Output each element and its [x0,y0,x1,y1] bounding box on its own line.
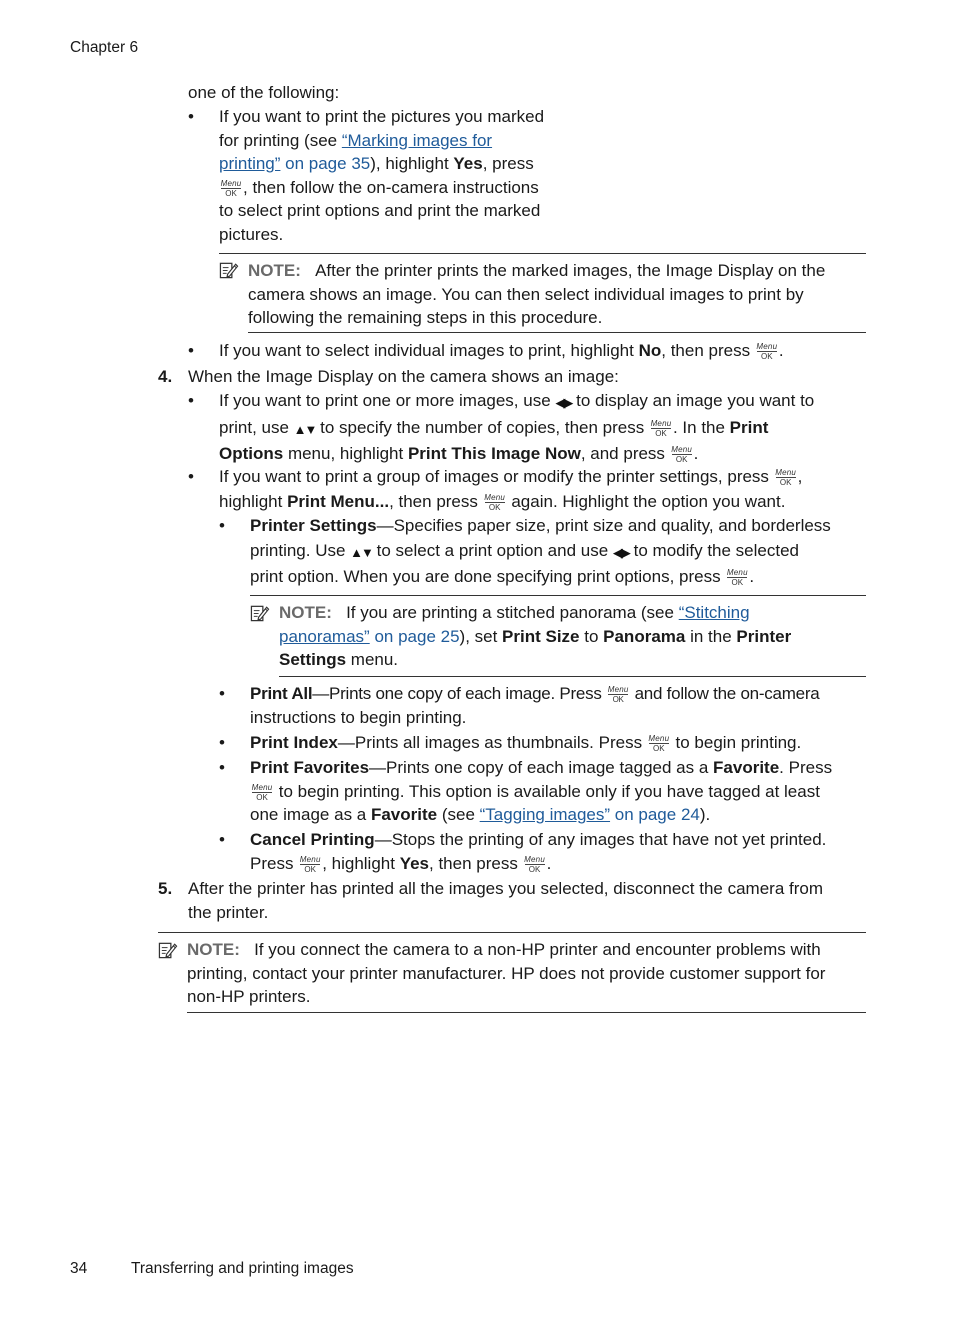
menu-ok-icon: Menu OK [775,468,797,487]
menu-ok-icon: Menu OK [607,685,629,704]
step-number: 5. [158,879,173,898]
chapter-header: Chapter 6 [70,39,139,56]
note-body: NOTE: After the printer prints the marked images, the Image Display on the camera shows an image. You can then select individual images to print by following the remaining steps in this procedure. [248,261,826,327]
step-number: 4. [158,367,173,386]
menu-ok-icon: Menu OK [299,854,321,874]
left-right-arrows-icon: ◀▶ [612,544,629,560]
note-rule-bottom [187,1012,866,1013]
menu-ok-icon: Menu OK [756,342,778,361]
footer-title: Transferring and printing images [131,1260,354,1277]
note-rule-bottom [279,676,866,677]
note-label: NOTE: [279,603,332,622]
text-line: to select print options and print the marked [219,201,541,220]
link-stitching-panoramas[interactable]: “Stitching [678,603,750,622]
note-label: NOTE: [187,940,240,959]
note-icon [219,260,239,280]
page-link-25[interactable]: on page 25 [369,626,460,646]
link-marking-images[interactable]: “Marking images for [341,130,493,150]
link-tagging-images[interactable]: “Tagging images” [479,805,611,824]
text-line: printing” on page 35), highlight Yes, press [219,154,534,173]
note-label: NOTE: [248,261,301,280]
intro-text: one of the following: [188,83,340,102]
link-panoramas[interactable]: panoramas” [279,626,370,646]
page-number: 34 [70,1260,88,1277]
note-body: NOTE: If you are printing a stitched panorama (see “Stitching panoramas” on page 25), set Print Size to Panorama in the Printer Settings menu. [279,603,792,669]
note-rule-top [219,253,866,254]
page-link-35[interactable]: on page 35 [280,154,371,173]
page-link-24[interactable]: on page 24 [610,805,700,824]
link-printing[interactable]: printing” [219,154,281,173]
bullet: • [188,107,194,126]
left-right-arrows-icon: ◀▶ [555,395,572,410]
text-line: If you want to print the pictures you marked [219,107,545,126]
note-rule-top [250,595,866,596]
note-rule-top [158,932,866,933]
text-line: Menu OK , then follow the on-camera instructions [220,177,539,198]
menu-ok-icon: Menu OK [671,445,693,464]
note-icon [250,603,270,623]
text-line: for printing (see “Marking images for [219,130,493,150]
note-icon [158,940,178,960]
menu-ok-icon: Menu OK [524,854,545,874]
menu-ok-icon: Menu OK [650,418,672,438]
step-text: When the Image Display on the camera shows an image: [188,367,619,386]
menu-ok-icon: Menu OK [484,492,506,512]
up-down-arrows-icon: ▲▼ [350,544,372,560]
up-down-arrows-icon: ▲▼ [293,421,316,437]
note-rule-bottom [248,332,866,333]
step-text: After the printer has printed all the images you selected, disconnect the camera from the printer. [188,879,823,922]
menu-ok-icon: Menu OK [251,782,273,802]
text-line: pictures. [219,224,284,244]
note-body: NOTE: If you connect the camera to a non-HP printer and encounter problems with printing, contact your printer manufacturer. HP does not provide customer support for non-HP printers. [187,940,826,1006]
menu-ok-icon: Menu OK [648,734,670,753]
menu-ok-icon: Menu OK [726,568,748,587]
menu-ok-icon: Menu OK [220,178,242,198]
